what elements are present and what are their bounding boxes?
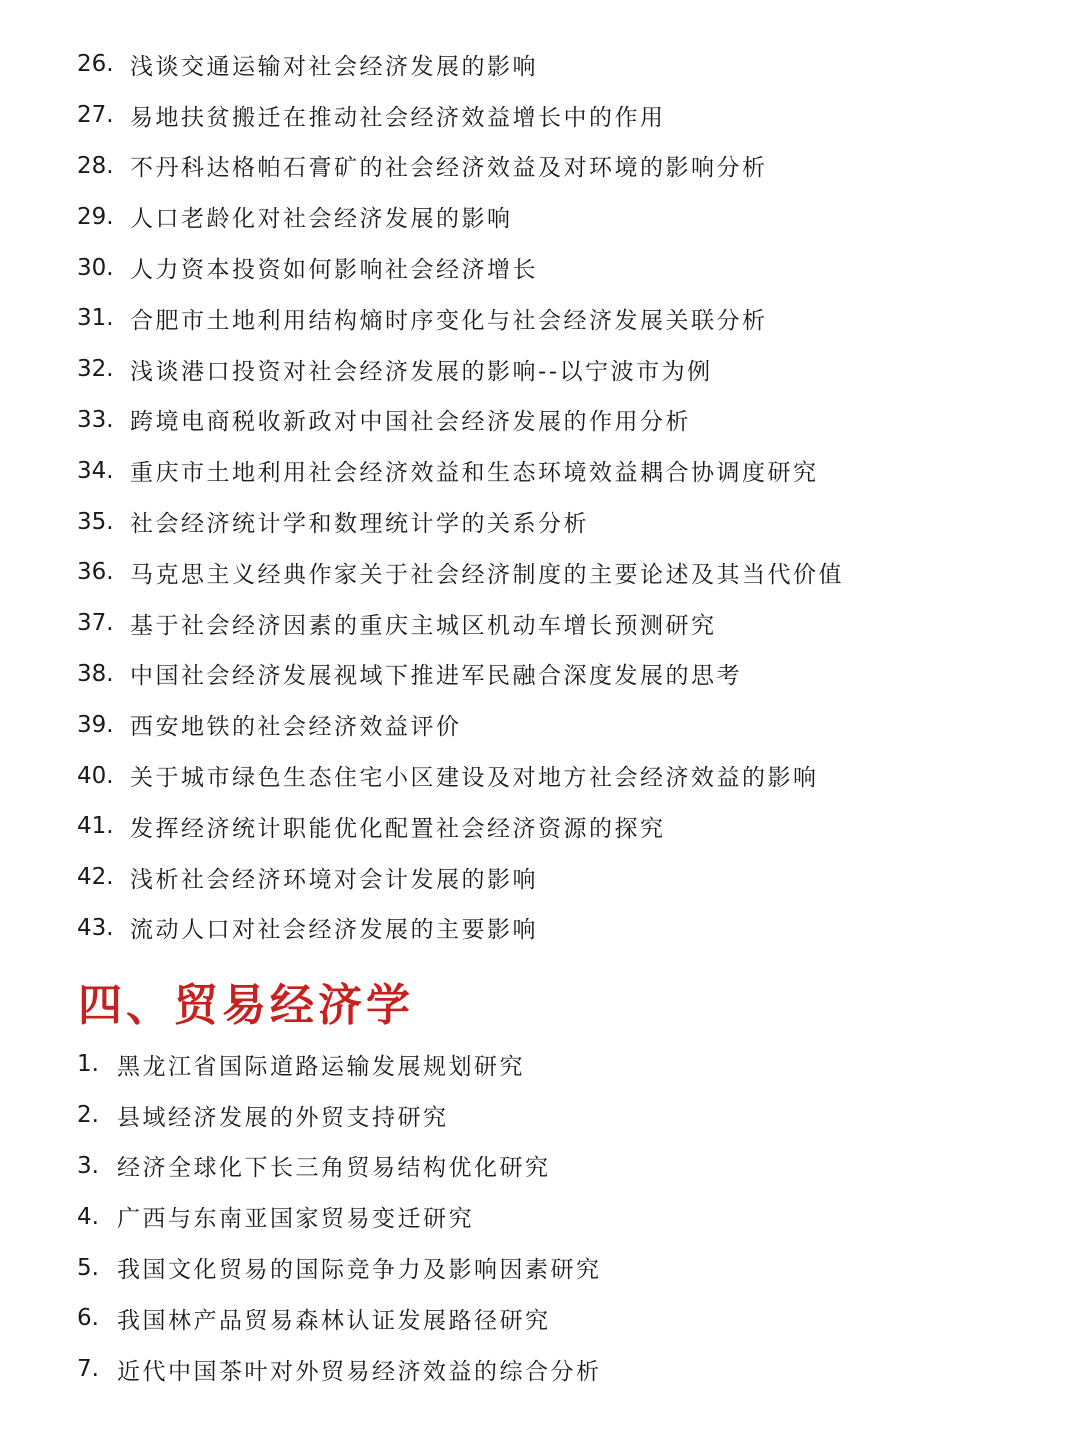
list-item — [0, 1090, 1080, 1141]
item-title: 基于社会经济因素的重庆主城区机动车增长预测研究 — [130, 612, 717, 639]
list-item — [0, 496, 1080, 547]
item-title: 跨境电商税收新政对中国社会经济发展的作用分析 — [130, 409, 691, 436]
item-title: 人口老龄化对社会经济发展的影响 — [130, 206, 513, 233]
item-number: 5. — [77, 1254, 99, 1281]
item-title: 中国社会经济发展视域下推进军民融合深度发展的思考 — [130, 663, 742, 690]
list-item — [0, 1242, 1080, 1293]
item-number: 26. — [77, 51, 114, 78]
list-item — [0, 1039, 1080, 1090]
item-title: 社会经济统计学和数理统计学的关系分析 — [130, 511, 589, 538]
item-title: 浅谈交通运输对社会经济发展的影响 — [130, 53, 538, 80]
topic-list-trade-economics — [0, 1039, 1080, 1395]
list-item — [0, 141, 1080, 192]
list-item — [0, 750, 1080, 801]
item-number: 43. — [77, 914, 114, 941]
item-number: 42. — [77, 864, 114, 891]
list-item — [0, 1293, 1080, 1344]
item-title: 我国林产品贸易森林认证发展路径研究 — [117, 1307, 551, 1334]
list-item — [0, 801, 1080, 852]
list-item — [0, 293, 1080, 344]
item-title: 重庆市土地利用社会经济效益和生态环境效益耦合协调度研究 — [130, 460, 819, 487]
item-title: 浅析社会经济环境对会计发展的影响 — [130, 866, 538, 893]
list-item — [0, 903, 1080, 954]
item-number: 2. — [77, 1102, 99, 1129]
item-number: 28. — [77, 152, 114, 179]
list-item — [0, 649, 1080, 700]
item-number: 4. — [77, 1203, 99, 1230]
item-number: 41. — [77, 813, 114, 840]
item-title: 西安地铁的社会经济效益评价 — [130, 714, 462, 741]
item-title: 流动人口对社会经济发展的主要影响 — [130, 917, 538, 944]
item-title: 马克思主义经典作家关于社会经济制度的主要论述及其当代价值 — [130, 561, 844, 588]
item-title: 浅谈港口投资对社会经济发展的影响--以宁波市为例 — [130, 358, 713, 385]
item-number: 40. — [77, 762, 114, 789]
item-title: 广西与东南亚国家贸易变迁研究 — [117, 1206, 474, 1233]
item-number: 35. — [77, 508, 114, 535]
list-item — [0, 1141, 1080, 1192]
item-number: 29. — [77, 203, 114, 230]
list-item — [0, 39, 1080, 90]
list-item — [0, 344, 1080, 395]
list-item — [0, 598, 1080, 649]
list-item — [0, 191, 1080, 242]
item-title: 不丹科达格帕石膏矿的社会经济效益及对环境的影响分析 — [130, 155, 768, 182]
item-title: 易地扶贫搬迁在推动社会经济效益增长中的作用 — [130, 104, 666, 131]
item-number: 34. — [77, 457, 114, 484]
item-number: 31. — [77, 305, 114, 332]
item-title: 近代中国茶叶对外贸易经济效益的综合分析 — [117, 1358, 602, 1385]
list-item — [0, 699, 1080, 750]
item-title: 合肥市土地利用结构熵时序变化与社会经济发展关联分析 — [130, 307, 768, 334]
item-title: 人力资本投资如何影响社会经济增长 — [130, 257, 538, 284]
list-item — [0, 242, 1080, 293]
item-title: 我国文化贸易的国际竞争力及影响因素研究 — [117, 1257, 602, 1284]
item-number: 3. — [77, 1152, 99, 1179]
item-number: 36. — [77, 559, 114, 586]
item-number: 27. — [77, 102, 114, 129]
item-number: 6. — [77, 1305, 99, 1332]
item-title: 关于城市绿色生态住宅小区建设及对地方社会经济效益的影响 — [130, 765, 819, 792]
topic-list-social-economy — [0, 39, 1080, 953]
list-item — [0, 1344, 1080, 1395]
list-item — [0, 547, 1080, 598]
section-heading: 四、贸易经济学 — [78, 980, 414, 1031]
item-number: 33. — [77, 406, 114, 433]
item-number: 39. — [77, 711, 114, 738]
item-number: 7. — [77, 1356, 99, 1383]
item-title: 发挥经济统计职能优化配置社会经济资源的探究 — [130, 815, 666, 842]
item-number: 30. — [77, 254, 114, 281]
item-title: 县域经济发展的外贸支持研究 — [117, 1104, 449, 1131]
item-title: 黑龙江省国际道路运输发展规划研究 — [117, 1053, 525, 1080]
list-item — [0, 395, 1080, 446]
list-item — [0, 90, 1080, 141]
list-item — [0, 852, 1080, 903]
item-title: 经济全球化下长三角贸易结构优化研究 — [117, 1155, 551, 1182]
item-number: 38. — [77, 660, 114, 687]
list-item — [0, 445, 1080, 496]
item-number: 37. — [77, 610, 114, 637]
list-item — [0, 1191, 1080, 1242]
item-number: 32. — [77, 356, 114, 383]
item-number: 1. — [77, 1051, 99, 1078]
